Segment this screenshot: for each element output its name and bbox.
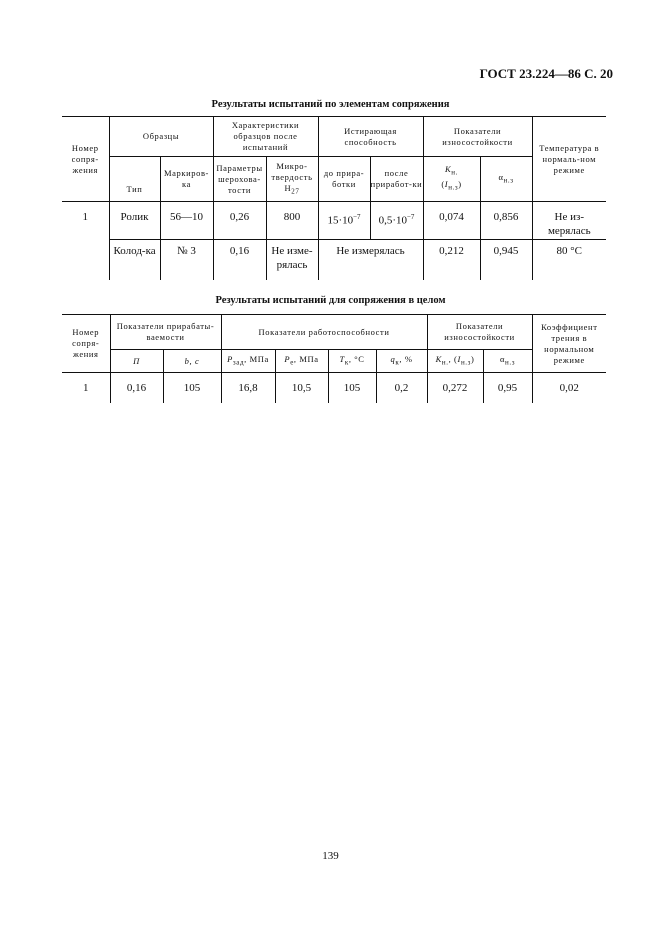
t1-r2-microhardness: Не изме-рялась xyxy=(266,240,318,280)
t2-h-performance: Показатели работоспособности xyxy=(221,315,427,350)
t2-r1-b: 105 xyxy=(163,373,221,403)
page-number: 139 xyxy=(322,850,339,862)
t1-r1-alpha: 0,856 xyxy=(480,202,532,240)
t1-h-microhardness: Микро-твердость $H_{27}$ xyxy=(266,157,318,202)
t2-r1-alpha: 0,95 xyxy=(483,373,532,403)
t2-h-runin: Показатели прирабаты-ваемости xyxy=(110,315,221,350)
t1-r2-number xyxy=(62,240,109,280)
table2 xyxy=(62,314,606,403)
t1-h-characteristics: Характеристики образцов после испытаний xyxy=(213,117,318,157)
t1-r1-temperature: Не из-мерялась xyxy=(532,202,606,240)
t1-r1-after: $0,5\cdot 10^{-7}$ xyxy=(370,202,423,240)
t2-h-pzad: $P_{зад}$, МПа xyxy=(221,350,275,373)
t2-r1-pzad: 16,8 xyxy=(221,373,275,403)
t1-h-k: $K_{н.}$ $(I_{н.з})$ xyxy=(423,157,480,202)
t1-h-marking: Маркиров-ка xyxy=(160,157,213,202)
t2-h-wear: Показатели износостойкости xyxy=(427,315,532,350)
t1-h-before: до прира-ботки xyxy=(318,157,370,202)
t1-r2-marking: № 3 xyxy=(160,240,213,280)
t2-r1-friction: 0,02 xyxy=(532,373,606,403)
t2-h-kk: $K_{н.}$, $(I_{н.з})$ xyxy=(427,350,483,373)
t2-h-qk: $q_к$, % xyxy=(376,350,427,373)
t1-r2-abrasive: Не измерялась xyxy=(318,240,423,280)
table2-caption: Результаты испытаний для сопряжения в целом xyxy=(215,295,446,306)
t2-h-alpha: $\alpha_{н.з}$ xyxy=(483,350,532,373)
t1-r1-type: Ролик xyxy=(109,202,160,240)
t1-h-samples: Образцы xyxy=(109,117,213,157)
t2-r1-pe: 10,5 xyxy=(275,373,328,403)
t1-r2-type: Колод-ка xyxy=(109,240,160,280)
t1-h-alpha: $\alpha_{н.з}$ xyxy=(480,157,532,202)
t2-h-b: b, с xyxy=(163,350,221,373)
t1-r2-k: 0,212 xyxy=(423,240,480,280)
t1-h-number: Номер сопря-жения xyxy=(62,117,109,202)
t2-h-number: Номер сопря-жения xyxy=(62,315,110,373)
t1-r1-roughness: 0,26 xyxy=(213,202,266,240)
t2-h-friction: Коэффициент трения в нормальном режиме xyxy=(532,315,606,373)
t1-r2-alpha: 0,945 xyxy=(480,240,532,280)
t1-r1-number: 1 xyxy=(82,211,88,223)
t2-r1-kk: 0,272 xyxy=(427,373,483,403)
t2-h-p: П xyxy=(110,350,163,373)
table1 xyxy=(62,116,606,280)
t2-h-tk: $T_к$, °С xyxy=(328,350,376,373)
t2-h-pe: $P_е$, МПа xyxy=(275,350,328,373)
t2-r1-tk: 105 xyxy=(328,373,376,403)
t2-r1-number: 1 xyxy=(83,381,89,394)
table1-caption: Результаты испытаний по элементам сопряжения xyxy=(211,99,450,110)
t2-r1-p: 0,16 xyxy=(110,373,163,403)
t1-h-wear: Показатели износостойкости xyxy=(423,117,532,157)
t1-h-after: после приработ-ки xyxy=(370,157,423,202)
t1-h-temperature: Температура в нормаль-ном режиме xyxy=(532,117,606,202)
t1-h-roughness: Параметры шерохова-тости xyxy=(213,157,266,202)
t1-r2-roughness: 0,16 xyxy=(213,240,266,280)
t1-r1-microhardness: 800 xyxy=(266,202,318,240)
t1-r1-marking: 56—10 xyxy=(160,202,213,240)
t1-h-abrasive: Истирающая способность xyxy=(318,117,423,157)
t1-h-type: Тип xyxy=(109,157,160,202)
t1-r1-k: 0,074 xyxy=(423,202,480,240)
t1-r2-temperature: 80 °С xyxy=(532,240,606,280)
t2-r1-qk: 0,2 xyxy=(376,373,427,403)
t1-r1-before: $15\cdot 10^{-7}$ xyxy=(318,202,370,240)
page-header: ГОСТ 23.224—86 С. 20 xyxy=(479,66,613,81)
